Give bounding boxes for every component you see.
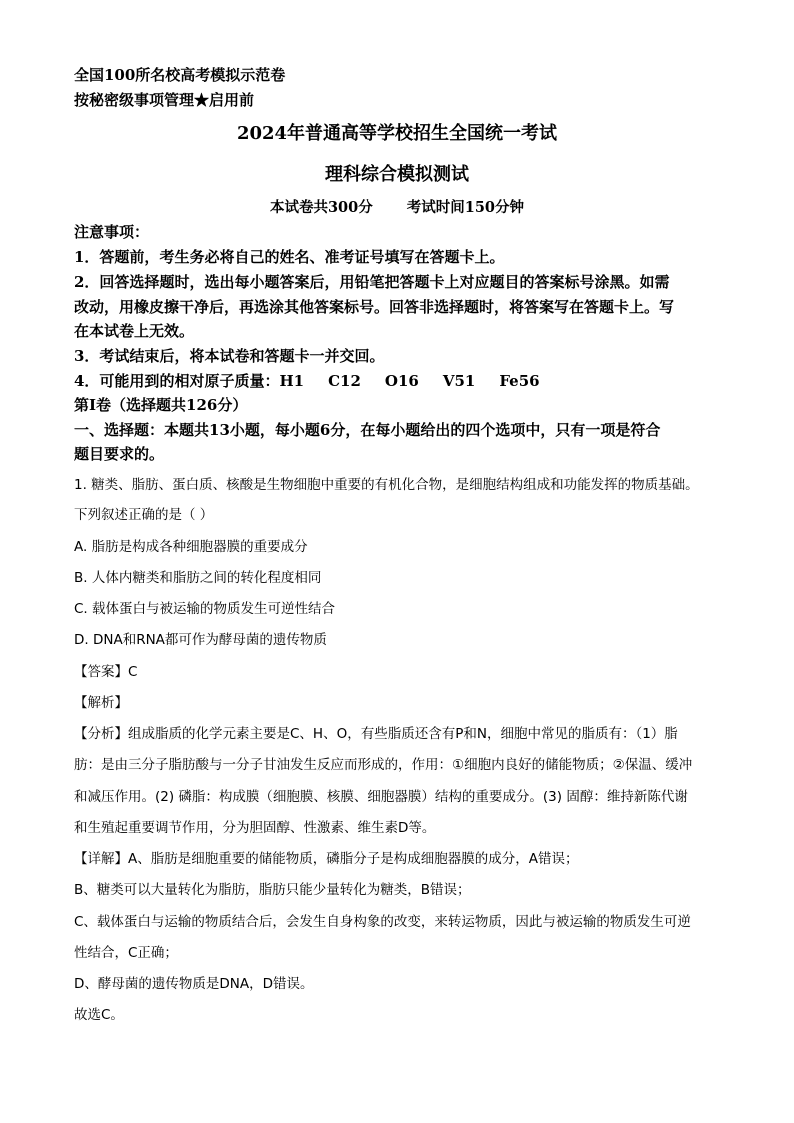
section-instruction-line-2: 题目要求的。 — [74, 445, 165, 463]
atomic-mass-label: 4．可能用到的相对原子质量： — [74, 372, 280, 390]
exam-subtitle: 理科综合模拟测试 — [325, 164, 469, 185]
total-score: 本试卷共300分 — [269, 199, 373, 216]
note-3: 3．考试结束后，将本试卷和答题卡一并交回。 — [74, 347, 385, 365]
conclusion: 故选C。 — [74, 1007, 124, 1023]
note-4 — [74, 370, 540, 391]
analysis-line-1: 【分析】组成脂质的化学元素主要是C、H、O，有些脂质还含有P和N，细胞中常见的脂质有：（1）脂 — [74, 726, 678, 742]
detail-c-line-1: C、载体蛋白与运输的物质结合后，会发生自身构象的改变，来转运物质，因此与被运输的物质发生可逆 — [74, 914, 691, 930]
series-label: 全国100所名校高考模拟示范卷 — [74, 66, 286, 84]
atomic-mass-c: C12 — [328, 372, 361, 390]
detail-a: 【详解】A、脂肪是细胞重要的储能物质，磷脂分子是构成细胞器膜的成分，A错误； — [74, 851, 579, 867]
detail-c-line-2: 性结合，C正确； — [74, 945, 178, 961]
option-a: A. 脂肪是构成各种细胞器膜的重要成分 — [74, 539, 308, 555]
answer-line: 【答案】C — [74, 664, 138, 680]
note-1: 1．答题前，考生务必将自己的姓名、准考证号填写在答题卡上。 — [74, 248, 505, 266]
note-2-line-3: 在本试卷上无效。 — [74, 322, 195, 340]
section-title: 第Ⅰ卷（选择题共126分） — [74, 396, 248, 414]
atomic-mass-fe: Fe56 — [499, 372, 540, 390]
detail-b: B、糖类可以大量转化为脂肪，脂肪只能少量转化为糖类，B错误； — [74, 882, 471, 898]
note-2-line-1: 2．回答选择题时，选出每小题答案后，用铅笔把答题卡上对应题目的答案标号涂黑。如需 — [74, 273, 670, 291]
confidential-label: 按秘密级事项管理★启用前 — [74, 91, 255, 109]
option-c: C. 载体蛋白与被运输的物质发生可逆性结合 — [74, 601, 336, 617]
atomic-mass-h: H1 — [279, 372, 305, 390]
note-2-line-2: 改动，用橡皮擦干净后，再选涂其他答案标号。回答非选择题时，将答案写在答题卡上。写 — [74, 298, 675, 316]
exam-duration: 考试时间150分钟 — [406, 199, 525, 216]
question-1-stem-line-1: 1. 糖类、脂肪、蛋白质、核酸是生物细胞中重要的有机化合物，是细胞结构组成和功能发挥的物质基础。 — [74, 477, 699, 493]
analysis-line-3: 和减压作用。(2) 磷脂：构成膜（细胞膜、核膜、细胞器膜）结构的重要成分。(3) 固醇：维持新陈代谢 — [74, 789, 688, 805]
section-instruction-line-1: 一、选择题：本题共13小题，每小题6分，在每小题给出的四个选项中，只有一项是符合 — [74, 421, 661, 439]
option-d: D. DNA和RNA都可作为酵母菌的遗传物质 — [74, 632, 327, 648]
option-b: B. 人体内糖类和脂肪之间的转化程度相同 — [74, 570, 322, 586]
atomic-mass-v: V51 — [442, 372, 476, 390]
notes-heading: 注意事项： — [74, 223, 150, 241]
atomic-mass-o: O16 — [384, 372, 419, 390]
exam-info — [0, 196, 794, 217]
analysis-line-4: 和生殖起重要调节作用，分为胆固醇、性激素、维生素D等。 — [74, 820, 436, 836]
analysis-line-2: 肪：是由三分子脂肪酸与一分子甘油发生反应而形成的，作用：①细胞内良好的储能物质；②保温、缓冲 — [74, 757, 693, 773]
analysis-label: 【解析】 — [74, 695, 128, 711]
question-1-stem-line-2: 下列叙述正确的是（ ） — [74, 507, 214, 523]
exam-title: 2024年普通高等学校招生全国统一考试 — [236, 123, 558, 144]
detail-d: D、酵母菌的遗传物质是DNA，D错误。 — [74, 976, 314, 992]
